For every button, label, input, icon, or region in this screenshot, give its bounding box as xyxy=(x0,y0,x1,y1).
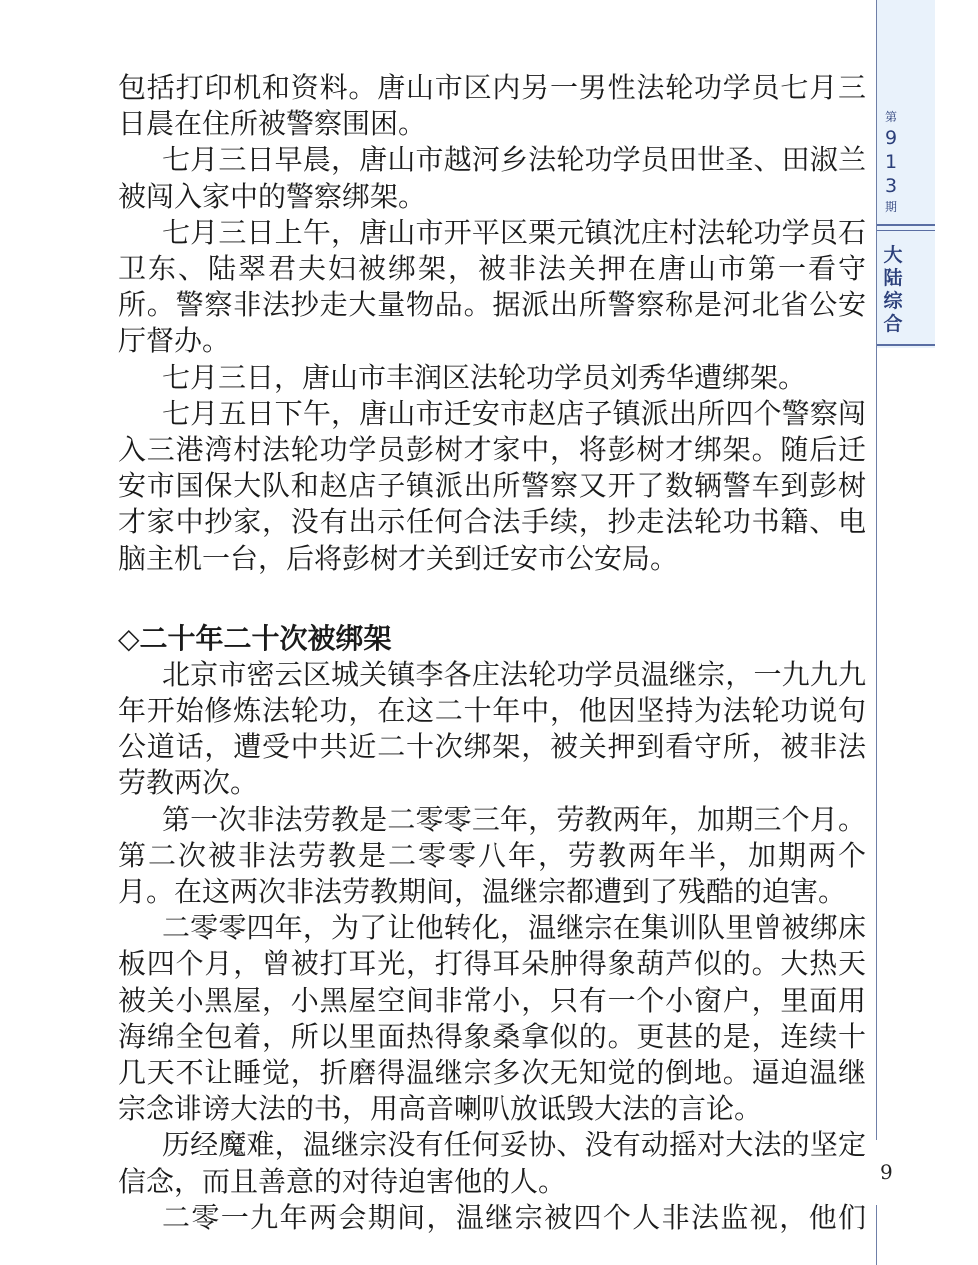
issue-digit: 9 xyxy=(884,127,898,149)
issue-number xyxy=(877,108,905,216)
issue-digit: 3 xyxy=(884,175,898,197)
paragraph: 包括打印机和资料。唐山市区内另一男性法轮功学员七月三日晨在住所被警察围困。 xyxy=(118,71,866,141)
issue-suffix: 期 xyxy=(884,200,897,214)
paragraph: 七月三日上午，唐山市开平区栗元镇沈庄村法轮功学员石卫东、陆翠君夫妇被绑架，被非法关押在唐山市第一看守所。警察非法抄走大量物品。据派出所警察称是河北省公安厅督办。 xyxy=(118,215,866,358)
issue-prefix: 第 xyxy=(884,110,897,124)
issue-digit: 1 xyxy=(884,151,898,173)
sidebar-divider-thin xyxy=(877,230,935,231)
sidebar-divider-bottom xyxy=(877,344,935,346)
section-label xyxy=(877,244,909,336)
paragraph: 北京市密云区城关镇李各庄法轮功学员温继宗，一九九九年开始修炼法轮功，在这二十年中，他因坚持为法轮功说句公道话，遭受中共近二十次绑架，被关押到看守所，被非法劳教两次。 xyxy=(118,657,866,800)
section-heading: ◇二十年二十次被绑架 xyxy=(118,621,392,655)
section-char: 陆 xyxy=(883,267,903,289)
article-body xyxy=(118,70,866,1236)
paragraph: 二零一九年两会期间，温继宗被四个人非法监视，他们 xyxy=(162,1200,866,1234)
section-char: 大 xyxy=(883,244,903,266)
sidebar-divider xyxy=(877,224,935,226)
paragraph: 七月三日，唐山市丰润区法轮功学员刘秀华遭绑架。 xyxy=(162,360,807,394)
paragraph: 第一次非法劳教是二零零三年，劳教两年，加期三个月。第二次被非法劳教是二零零八年，劳教两年半，加期两个月。在这两次非法劳教期间，温继宗都遭到了残酷的迫害。 xyxy=(118,802,866,909)
paragraph: 七月三日早晨，唐山市越河乡法轮功学员田世圣、田淑兰被闯入家中的警察绑架。 xyxy=(118,143,866,213)
sidebar-rule-lower xyxy=(876,1205,877,1265)
paragraph: 七月五日下午，唐山市迁安市赵店子镇派出所四个警察闯入三港湾村法轮功学员彭树才家中，将彭树才绑架。随后迁安市国保大队和赵店子镇派出所警察又开了数辆警车到彭树才家中抄家，没有出示任何合法手续，抄走法轮功书籍、电脑主机一台，后将彭树才关到迁安市公安局。 xyxy=(118,396,866,575)
page-number: 9 xyxy=(880,1160,893,1184)
paragraph: 二零零四年，为了让他转化，温继宗在集训队里曾被绑床板四个月，曾被打耳光，打得耳朵肿得象葫芦似的。大热天被关小黑屋，小黑屋空间非常小，只有一个小窗户，里面用海绵全包着，所以里面热得象桑拿似的。更甚的是，连续十几天不让睡觉，折磨得温继宗多次无知觉的倒地。逼迫温继宗念诽谤大法的书，用高音喇叭放诋毁大法的言论。 xyxy=(118,911,866,1126)
section-char: 综 xyxy=(883,290,903,312)
paragraph: 历经魔难，温继宗没有任何妥协、没有动摇对大法的坚定信念，而且善意的对待迫害他的人。 xyxy=(118,1128,866,1198)
section-char: 合 xyxy=(883,313,903,335)
